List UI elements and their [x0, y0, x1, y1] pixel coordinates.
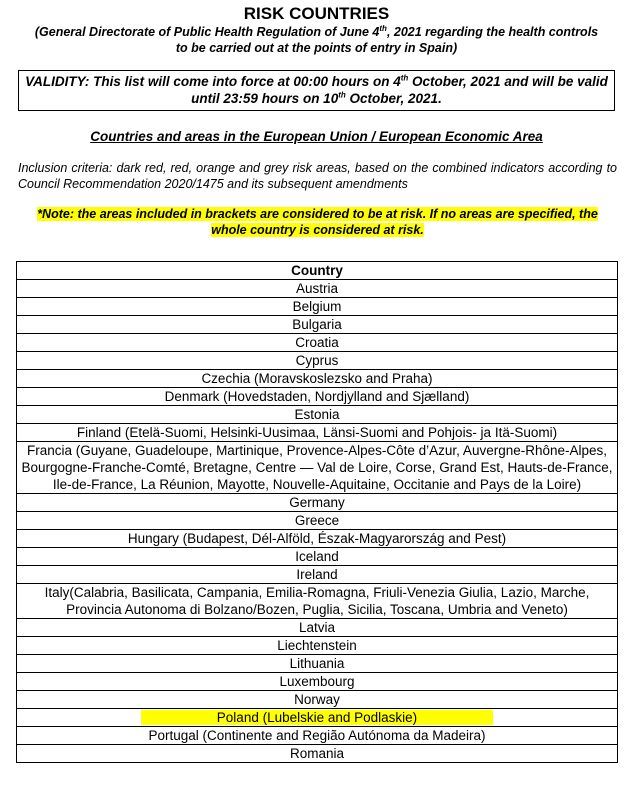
country-cell: [17, 512, 618, 530]
column-header-country: Country: [17, 262, 618, 280]
table-row: [17, 280, 618, 298]
table-row: [17, 406, 618, 424]
table-row: [17, 548, 618, 566]
country-cell: [17, 298, 618, 316]
country-name: Liechtenstein: [277, 638, 357, 653]
country-cell: [17, 584, 618, 619]
note-text: [18, 206, 617, 238]
country-cell: [17, 691, 618, 709]
note-highlight: *Note: the areas included in brackets are considered to be at risk. If no areas are specified, the whole country is considered at risk.: [37, 207, 598, 237]
country-name: Ireland: [296, 567, 338, 582]
country-name: Belgium: [292, 299, 342, 314]
country-name: Denmark (Hovedstaden, Nordjylland and Sjælland): [164, 389, 470, 404]
validity-box: [18, 70, 615, 111]
country-name: Italy(Calabria, Basilicata, Campania, Emilia-Romagna, Friuli-Venezia Giulia, Lazio, Marche, Provincia Autonoma di Bolzano/Bozen, Puglia, Sicilia, Toscana, Umbria and Veneto): [44, 585, 590, 617]
table-row: [17, 494, 618, 512]
country-cell: [17, 424, 618, 442]
country-name: Czechia (Moravskoslezsko and Praha): [201, 371, 433, 386]
country-name: Bulgaria: [292, 317, 342, 332]
table-row: [17, 619, 618, 637]
table-row: [17, 424, 618, 442]
table-row: [17, 709, 618, 727]
table-row: [17, 512, 618, 530]
validity-sup-1: th: [400, 73, 409, 83]
country-name: Estonia: [294, 407, 340, 422]
countries-table: [16, 261, 618, 763]
country-name: Portugal (Continente and Região Autónoma da Madeira): [148, 728, 486, 743]
country-name: Cyprus: [295, 353, 339, 368]
table-row: [17, 566, 618, 584]
page-subtitle: [30, 24, 603, 56]
country-cell: [17, 637, 618, 655]
country-name: Greece: [294, 513, 340, 528]
country-cell: [17, 619, 618, 637]
table-row: [17, 691, 618, 709]
table-row: [17, 334, 618, 352]
country-cell: [17, 566, 618, 584]
country-name: Finland (Etelä-Suomi, Helsinki-Uusimaa, Länsi-Suomi and Pohjois- ja Itä-Suomi): [76, 425, 558, 440]
country-cell: [17, 494, 618, 512]
table-row: [17, 442, 618, 494]
country-cell: [17, 530, 618, 548]
country-cell: [17, 709, 618, 727]
country-cell: [17, 406, 618, 424]
country-name: Iceland: [295, 549, 339, 564]
country-name: Luxembourg: [279, 674, 355, 689]
table-header-row: [17, 262, 618, 280]
subtitle-text-1: (General Directorate of Public Health Regulation of June 4: [34, 25, 380, 39]
country-cell: [17, 655, 618, 673]
table-row: [17, 727, 618, 745]
table-row: [17, 316, 618, 334]
country-cell: [17, 727, 618, 745]
table-body: [17, 280, 618, 763]
country-cell: [17, 745, 618, 763]
page-title: RISK COUNTRIES: [243, 4, 390, 23]
country-name: Romania: [289, 746, 345, 761]
table-row: [17, 298, 618, 316]
country-name: Poland (Lubelskie and Podlaskie): [141, 710, 493, 725]
table-row: [17, 388, 618, 406]
country-cell: [17, 316, 618, 334]
validity-sup-2: th: [338, 90, 346, 100]
section-heading: Countries and areas in the European Union / European Economic Area: [90, 129, 543, 144]
table-row: [17, 745, 618, 763]
country-name: Hungary (Budapest, Dél-Alföld, Észak-Magyarország and Pest): [127, 531, 507, 546]
country-cell: [17, 548, 618, 566]
table-row: [17, 352, 618, 370]
country-name: Croatia: [295, 335, 339, 350]
country-cell: [17, 352, 618, 370]
subtitle-sup: th: [379, 23, 387, 33]
inclusion-criteria: Inclusion criteria: dark red, red, orange and grey risk areas, based on the combined indicators according to Council Recommendation 2020/1475 and its subsequent amendments: [18, 161, 617, 191]
country-name: Lithuania: [289, 656, 345, 671]
country-name: Francia (Guyane, Guadeloupe, Martinique, Provence-Alpes-Côte d’Azur, Auvergne-Rhône-Alpes, Bourgogne-Franche-Comté, Bretagne, Centre — Val de Loire, Corse, Grand Est, Hauts-de-France, Ile-de-France, La Réunion, Mayotte, Nouvelle-Aquitaine, Occitanie and Pays de la Loire): [21, 443, 613, 492]
table-row: [17, 370, 618, 388]
country-cell: [17, 442, 618, 494]
table-row: [17, 584, 618, 619]
table-row: [17, 637, 618, 655]
validity-text-2: October, 2021 and will be valid until 23:59 hours on 10: [191, 74, 608, 106]
country-cell: [17, 388, 618, 406]
table-row: [17, 530, 618, 548]
country-name: Austria: [295, 281, 339, 296]
country-cell: [17, 334, 618, 352]
country-cell: [17, 280, 618, 298]
country-name: Latvia: [298, 620, 336, 635]
validity-text-3: October, 2021.: [345, 91, 442, 106]
table-row: [17, 655, 618, 673]
validity-text-1: VALIDITY: This list will come into force at 00:00 hours on 4: [25, 74, 401, 89]
country-cell: [17, 673, 618, 691]
subtitle-text-2: , 2021 regarding the health controls to be carried out at the points of entry in Spain): [175, 25, 599, 55]
country-name: Germany: [289, 495, 345, 510]
country-name: Norway: [294, 692, 340, 707]
country-cell: [17, 370, 618, 388]
table-row: [17, 673, 618, 691]
